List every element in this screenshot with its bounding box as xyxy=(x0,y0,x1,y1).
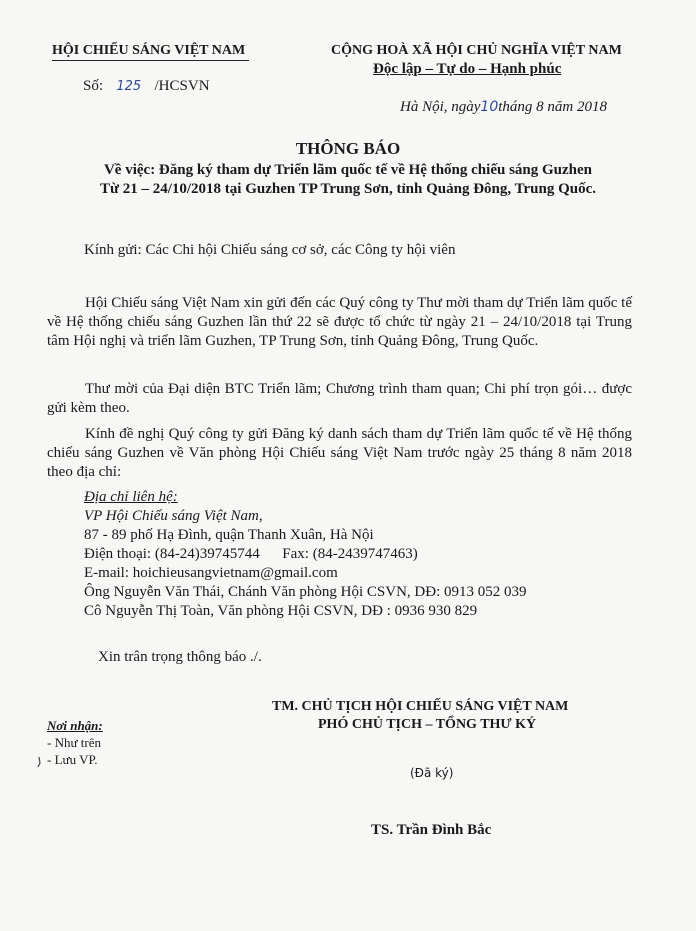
signature-title-1: TM. CHỦ TỊCH HỘI CHIẾU SÁNG VIỆT NAM xyxy=(272,699,569,714)
date-day-handwritten: 10 xyxy=(480,99,499,115)
signed-note: (Đã ký) xyxy=(410,766,454,780)
recipients-label: Nơi nhận: xyxy=(47,718,103,733)
date-prefix: Hà Nội, ngày xyxy=(400,99,481,115)
recipient-item: - Lưu VP. xyxy=(47,752,98,767)
contact-label: Địa chỉ liên hệ: xyxy=(84,489,178,505)
subject-line-1: Về việc: Đăng ký tham dự Triển lãm quốc tế về Hệ thống chiếu sáng Guzhen xyxy=(103,162,593,178)
contact-person-2: Cô Nguyễn Thị Toàn, Văn phòng Hội CSVN, DĐ : 0936 930 829 xyxy=(84,603,478,619)
doc-number-suffix: /HCSVN xyxy=(154,78,210,94)
signer-name: TS. Trần Đình Bắc xyxy=(371,822,492,838)
date-suffix: tháng 8 năm 2018 xyxy=(498,99,607,115)
contact-office: VP Hội Chiếu sáng Việt Nam, xyxy=(84,508,263,524)
contact-email: E-mail: hoichieusangvietnam@gmail.com xyxy=(84,565,338,581)
signature-title-2: PHÓ CHỦ TỊCH – TỔNG THƯ KÝ xyxy=(318,717,537,732)
motto: Độc lập – Tự do – Hạnh phúc xyxy=(373,61,562,77)
org-name: HỘI CHIẾU SÁNG VIỆT NAM xyxy=(52,43,246,58)
recipient-line: Kính gửi: Các Chi hội Chiếu sáng cơ sở, các Công ty hội viên xyxy=(84,242,456,258)
notice-heading: THÔNG BÁO xyxy=(295,139,401,158)
subject-line-2: Từ 21 – 24/10/2018 tại Guzhen TP Trung Sơn, tỉnh Quảng Đông, Trung Quốc. xyxy=(99,181,597,197)
doc-number xyxy=(83,78,210,95)
contact-address: 87 - 89 phố Hạ Đình, quận Thanh Xuân, Hà Nội xyxy=(84,527,374,543)
paragraph-1: Hội Chiếu sáng Việt Nam xin gửi đến các Quý công ty Thư mời tham dự Triển lãm quốc tế về Hệ thống chiếu sáng Guzhen lần thứ 22 sẽ được tổ chức từ ngày 21 – 24/10/2018 tại Trung tâm Hội nghị và triển lãm Guzhen, TP Trung Sơn, tỉnh Quảng Đông, Trung Quốc. xyxy=(47,295,632,349)
recipient-item: - Như trên xyxy=(47,735,101,750)
pen-mark-icon xyxy=(36,756,44,768)
doc-number-prefix: Số: xyxy=(83,78,104,94)
contact-person-1: Ông Nguyễn Văn Thái, Chánh Văn phòng Hội CSVN, DĐ: 0913 052 039 xyxy=(84,584,527,600)
paragraph-2: Thư mời của Đại diện BTC Triển lãm; Chương trình tham quan; Chi phí trọn gói… được gửi kèm theo. xyxy=(47,381,632,416)
nation-title: CỘNG HOÀ XÃ HỘI CHỦ NGHĨA VIỆT NAM xyxy=(331,43,622,58)
issue-date xyxy=(400,99,607,116)
org-name-underline xyxy=(52,60,249,61)
doc-number-handwritten: 125 xyxy=(116,79,142,94)
paragraph-3: Kính đề nghị Quý công ty gửi Đăng ký danh sách tham dự Triển lãm quốc tế về Hệ thống chiếu sáng Guzhen về Văn phòng Hội Chiếu sáng Việt Nam trước ngày 25 tháng 8 năm 2018 theo địa chỉ: xyxy=(47,426,632,480)
contact-phone: Điện thoại: (84-24)39745744 Fax: (84-2439747463) xyxy=(84,546,418,562)
closing-line: Xin trân trọng thông báo ./. xyxy=(98,649,262,665)
